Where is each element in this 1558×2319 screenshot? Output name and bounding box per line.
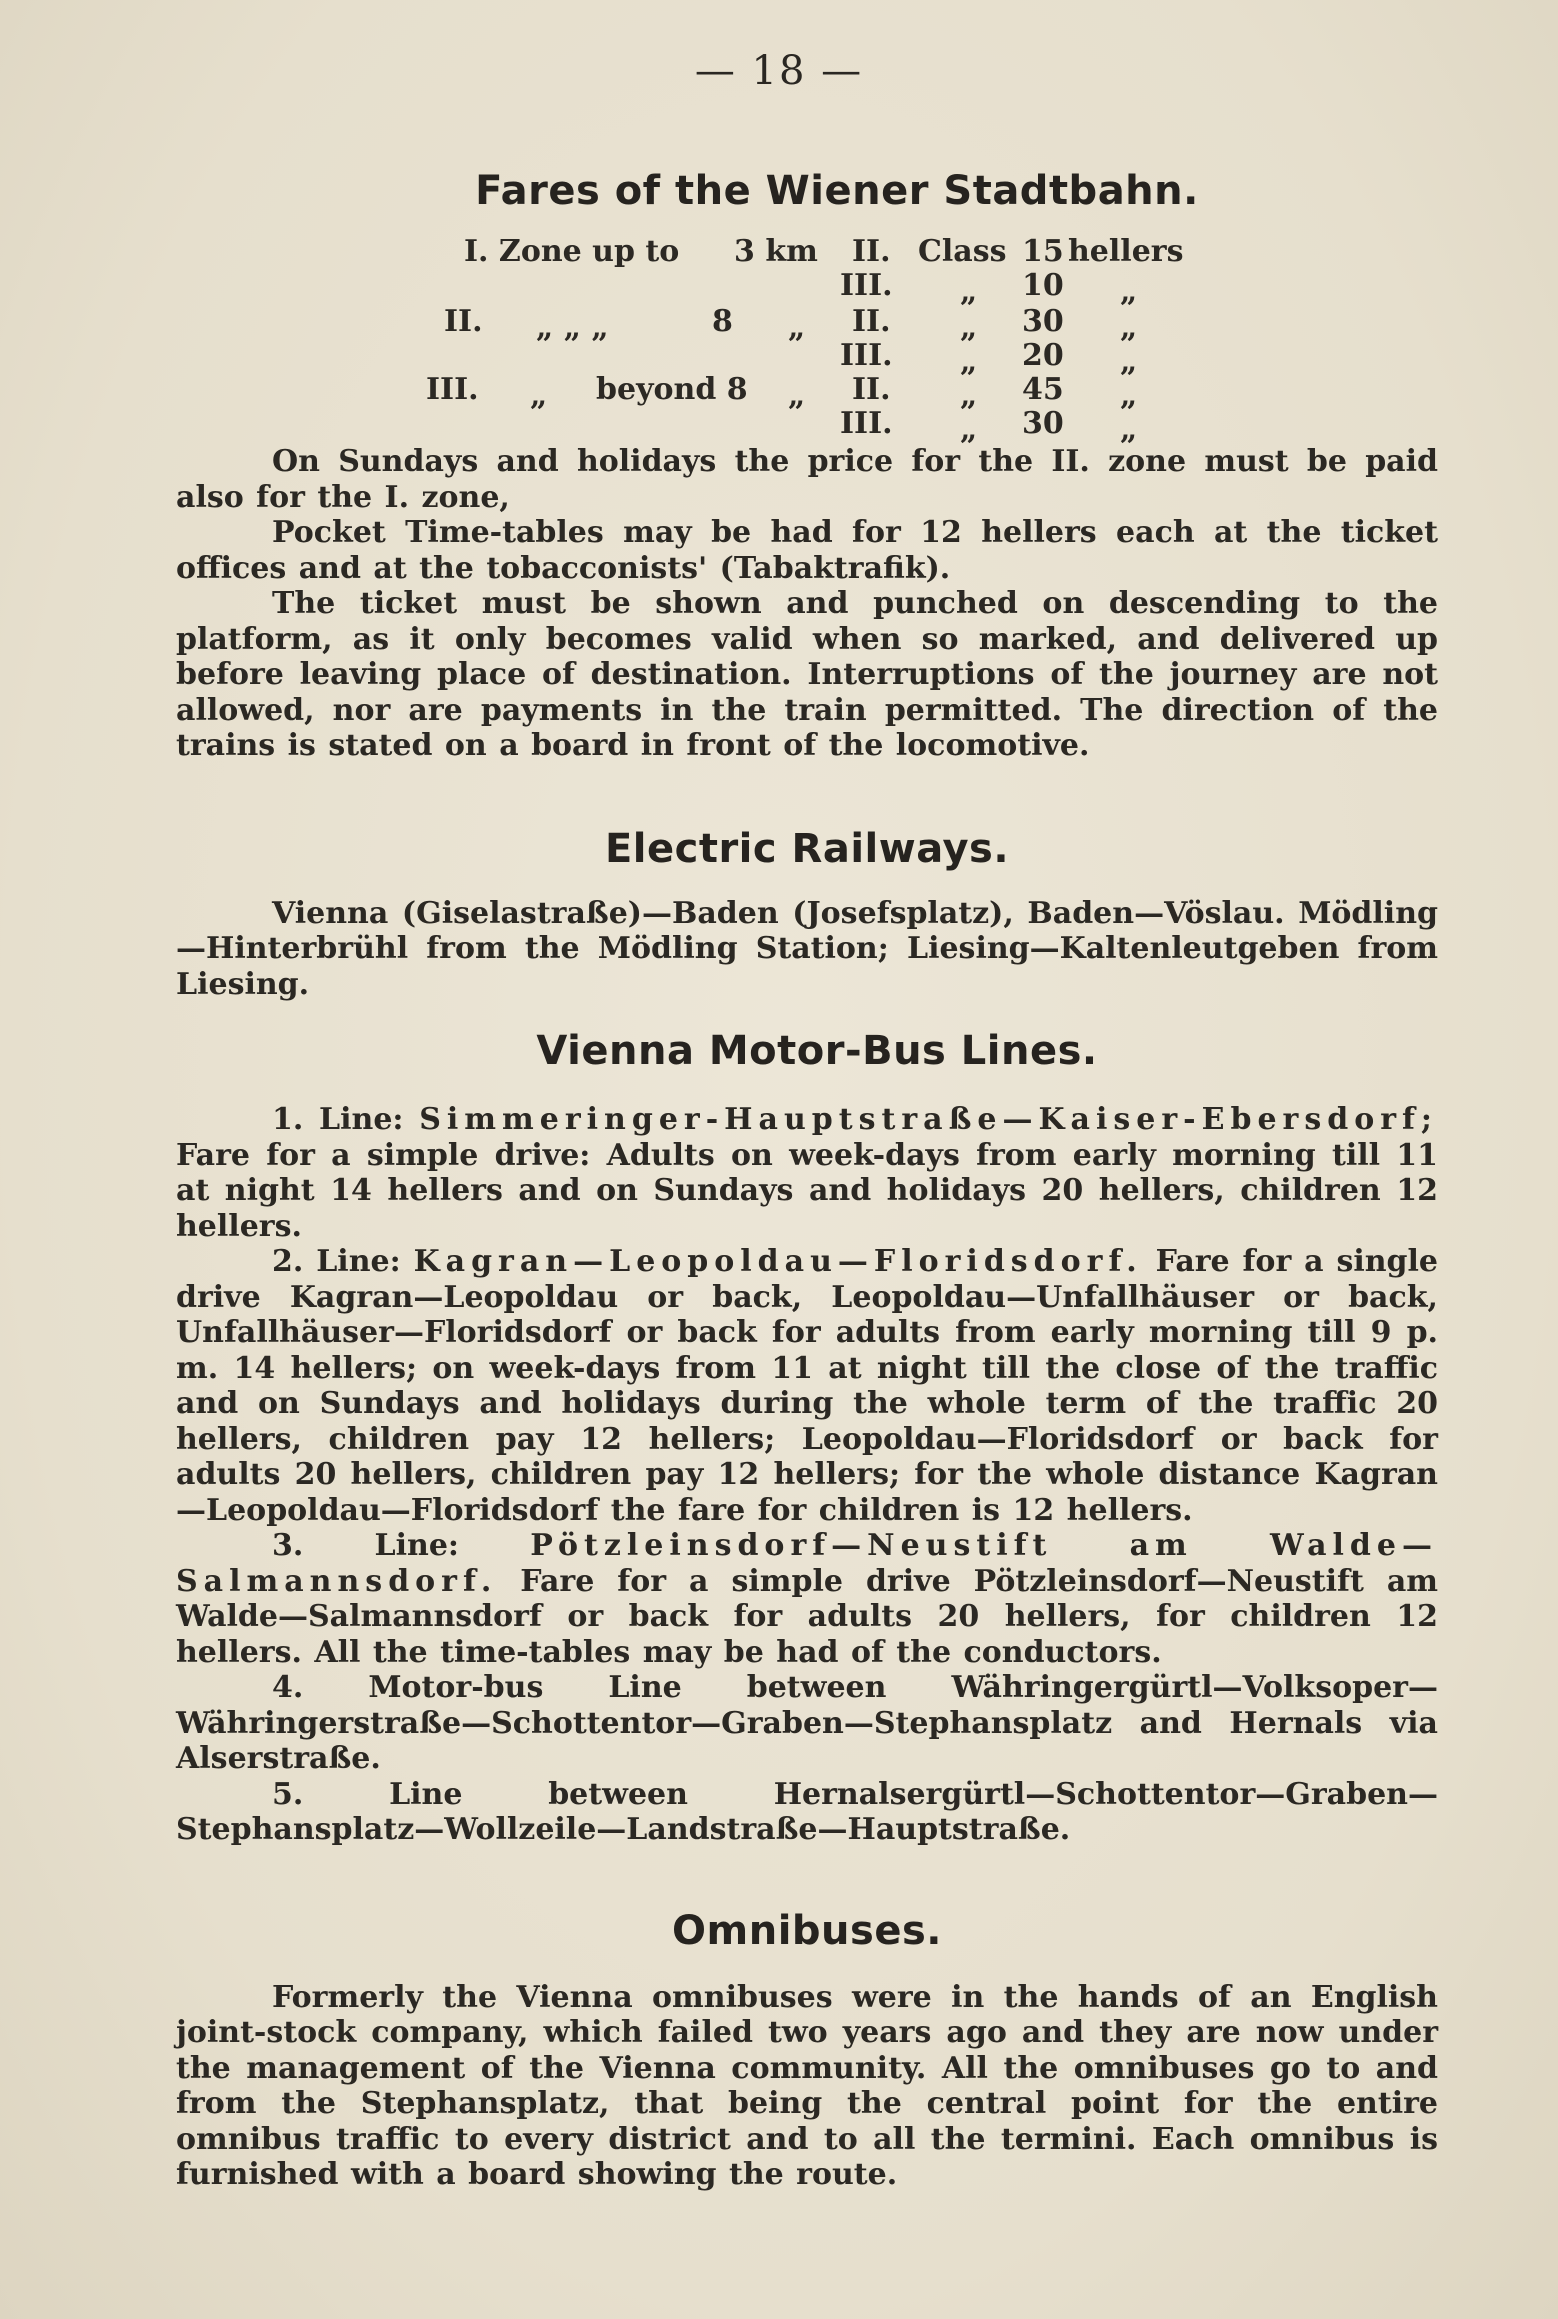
fare-table xyxy=(176,234,1438,447)
fare-unit: „ xyxy=(1120,412,1138,447)
fare-class: III. xyxy=(840,268,893,303)
line-label: 1. Line: xyxy=(272,1102,404,1137)
fare-class: II. xyxy=(852,304,891,339)
fare-class: II. xyxy=(852,234,891,269)
fare-class-word: Class xyxy=(918,234,1007,269)
fare-price: 15 xyxy=(1022,234,1064,269)
line-label: 2. Line: xyxy=(272,1244,401,1279)
line-route: Pötzleinsdorf—Neustift am Walde—Salmannsdorf. xyxy=(176,1528,1438,1599)
fare-ditto: „ xyxy=(788,378,806,413)
fare-class-word: „ xyxy=(960,344,978,379)
fare-zone: II. xyxy=(444,304,483,339)
fares-note-timetables: Pocket Time-tables may be had for 12 hellers each at the ticket offices and at the tobacconists' (Tabaktrafik). xyxy=(176,515,1438,586)
fare-price: 45 xyxy=(1022,372,1064,407)
fare-zone: I. Zone up to xyxy=(464,234,680,269)
omnibuses-text: Formerly the Vienna omnibuses were in the hands of an English joint-stock company, which failed two years ago and they are now under the management of the Vienna community. All the omnibuses go to and from the Stephansplatz, that being the central point for the entire omnibus traffic to every district and to all the termini. Each omnibus is furnished with a board showing the route. xyxy=(176,1979,1438,2192)
fare-class: III. xyxy=(840,338,893,373)
electric-text: Vienna (Giselastraße)—Baden (Josefsplatz), Baden—Vöslau. Mödling—Hinterbrühl from the Mödling Station; Liesing—Kaltenleutgeben from Liesing. xyxy=(176,895,1438,1002)
fares-note-sundays: On Sundays and holidays the price for the II. zone must be paid also for the I. zone, xyxy=(176,444,1438,515)
fare-unit: „ xyxy=(1120,274,1138,309)
fare-class: III. xyxy=(840,406,893,441)
fare-ditto: „ xyxy=(530,378,548,413)
fare-class-word: „ xyxy=(960,412,978,447)
fare-distance: 8 xyxy=(712,304,733,339)
fare-class-word: „ xyxy=(960,310,978,345)
page-number: — 18 — xyxy=(694,48,864,94)
line-route: Simmeringer-Hauptstraße—Kaiser-Ebersdorf; xyxy=(419,1102,1438,1137)
line-text: Fare for a simple drive Pötzleinsdorf—Neustift am Walde—Salmannsdorf or back for adults 20 hellers, for children 12 hellers. All the time-tables may be had of the conductors. xyxy=(176,1563,1439,1670)
fare-price: 20 xyxy=(1022,338,1064,373)
fare-class-word: „ xyxy=(960,274,978,309)
fares-heading: Fares of the Wiener Stadtbahn. xyxy=(475,168,1199,214)
motorbus-heading: Vienna Motor-Bus Lines. xyxy=(536,1028,1098,1074)
fare-distance: beyond 8 xyxy=(596,372,748,407)
motorbus-line-1 xyxy=(176,1102,1438,1244)
electric-heading: Electric Railways. xyxy=(604,825,1010,872)
fare-price: 30 xyxy=(1022,304,1064,339)
line-route: Kagran—Leopoldau—Floridsdorf. xyxy=(413,1244,1143,1279)
fare-ditto: „ „ „ xyxy=(536,310,609,345)
omnibuses-heading: Omnibuses. xyxy=(672,1907,942,1954)
fare-zone: III. xyxy=(426,372,479,407)
motorbus-line-2 xyxy=(176,1244,1438,1528)
fare-class: II. xyxy=(852,372,891,407)
fare-unit: „ xyxy=(1120,310,1138,345)
fare-distance: 3 km xyxy=(734,234,818,269)
line-text: Fare for a simple drive: Adults on week-days from early morning till 11 at night 14 hellers and on Sundays and holidays 20 hellers, children 12 hellers. xyxy=(176,1137,1438,1244)
fare-unit: „ xyxy=(1120,378,1138,413)
motorbus-line-3 xyxy=(176,1528,1438,1670)
fare-unit: hellers xyxy=(1068,234,1184,269)
line-text: Fare for a single drive Kagran—Leopoldau or back, Leopoldau—Unfallhäuser or back, Unfallhäuser—Floridsdorf or back for adults from early morning till 9 p. m. 14 hellers; on week-days from 11 at night till the close of the traffic and on Sundays and holidays during the whole term of the traffic 20 hellers, children pay 12 hellers; Leopoldau—Floridsdorf or back for adults 20 hellers, children pay 12 hellers; for the whole distance Kagran—Leopoldau—Floridsdorf the fare for children is 12 hellers. xyxy=(176,1244,1438,1528)
motorbus-line-4: 4. Motor-bus Line between Währingergürtl—Volksoper—Währingerstraße—Schottentor—Graben—Stephansplatz and Hernals via Alserstraße. xyxy=(176,1670,1438,1776)
fares-note-ticket: The ticket must be shown and punched on descending to the platform, as it only becomes valid when so marked, and delivered up before leaving place of destination. Interruptions of the journey are not allowed, nor are payments in the train permitted. The direction of the trains is stated on a board in front of the locomotive. xyxy=(176,586,1438,763)
line-label: 3. Line: xyxy=(272,1528,459,1563)
fare-price: 10 xyxy=(1022,268,1064,303)
fare-unit: „ xyxy=(1120,344,1138,379)
motorbus-line-5: 5. Line between Hernalsergürtl—Schottentor—Graben—Stephansplatz—Wollzeile—Landstraße—Hauptstraße. xyxy=(176,1776,1438,1847)
page-content xyxy=(176,160,1438,2193)
fare-class-word: „ xyxy=(960,378,978,413)
fare-ditto: „ xyxy=(788,310,806,345)
fare-price: 30 xyxy=(1022,406,1064,441)
